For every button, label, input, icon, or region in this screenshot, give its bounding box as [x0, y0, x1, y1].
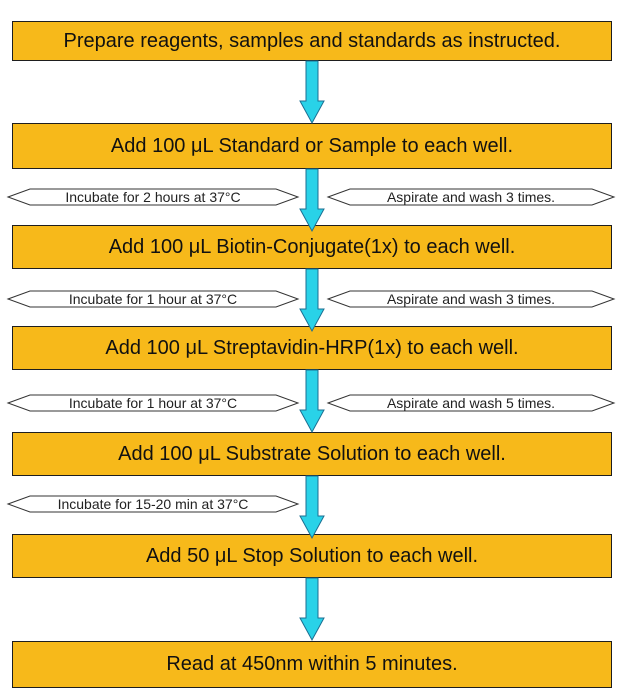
- down-arrow-icon: [300, 169, 324, 231]
- incubation-label: Incubate for 1 hour at 37°C: [68, 395, 238, 411]
- wash-tag: [328, 187, 614, 207]
- down-arrow-icon: [300, 61, 324, 123]
- incubation-label: Incubate for 1 hour at 37°C: [68, 291, 238, 307]
- incubation-label: Incubate for 15-20 min at 37°C: [57, 496, 249, 512]
- step-label: Add 100 μL Biotin-Conjugate(1x) to each well.: [108, 235, 516, 258]
- down-arrow-icon: [300, 269, 324, 331]
- step-add-stop-solution: [12, 534, 612, 578]
- step-label: Add 50 μL Stop Solution to each well.: [145, 544, 479, 567]
- step-add-standard-sample: [12, 123, 612, 169]
- step-label: Add 100 μL Standard or Sample to each well.: [110, 134, 514, 157]
- down-arrow-icon: [300, 476, 324, 538]
- step-add-streptavidin-hrp: [12, 326, 612, 370]
- wash-label: Aspirate and wash 3 times.: [386, 189, 556, 205]
- step-read-plate: [12, 641, 612, 688]
- wash-label: Aspirate and wash 3 times.: [386, 291, 556, 307]
- down-arrow-icon: [300, 578, 324, 640]
- wash-label: Aspirate and wash 5 times.: [386, 395, 556, 411]
- incubation-tag: [8, 187, 298, 207]
- down-arrow-icon: [300, 370, 324, 432]
- incubation-tag: [8, 393, 298, 413]
- step-label: Add 100 μL Substrate Solution to each well.: [118, 442, 506, 465]
- step-add-substrate: [12, 432, 612, 476]
- step-label: Prepare reagents, samples and standards as instructed.: [63, 29, 561, 52]
- incubation-tag: [8, 494, 298, 514]
- step-prepare-reagents: [12, 21, 612, 61]
- step-label: Add 100 μL Streptavidin-HRP(1x) to each well.: [105, 336, 519, 359]
- incubation-tag: [8, 289, 298, 309]
- step-label: Read at 450nm within 5 minutes.: [166, 653, 458, 675]
- wash-tag: [328, 289, 614, 309]
- wash-tag: [328, 393, 614, 413]
- incubation-label: Incubate for 2 hours at 37°C: [65, 189, 241, 205]
